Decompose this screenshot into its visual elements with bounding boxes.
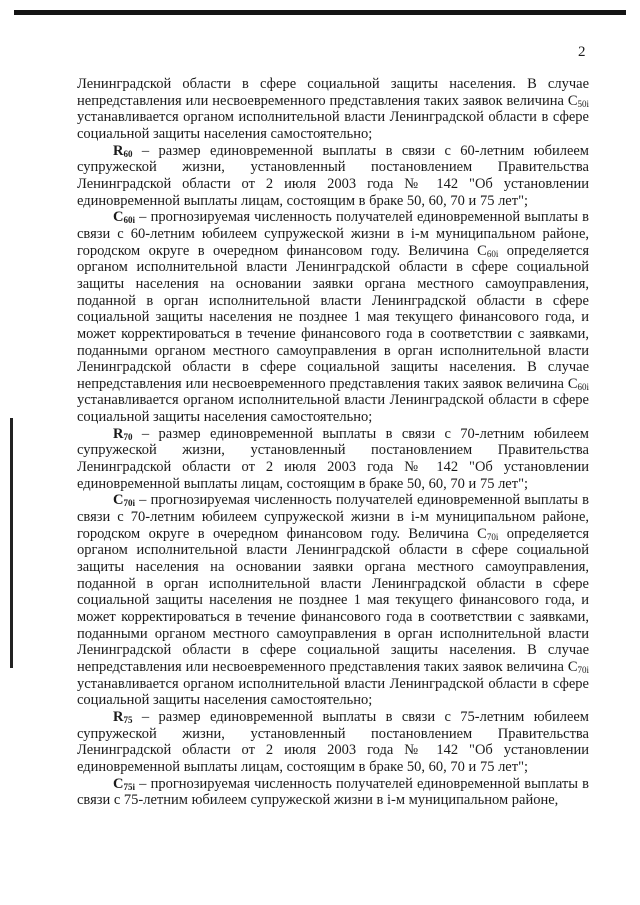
- paragraph-text: устанавливается органом исполнительной власти Ленинградской области в сфере социальной защиты населения самостоятельно;: [77, 392, 589, 426]
- left-scan-mark: [10, 418, 13, 668]
- paragraph: [77, 426, 589, 493]
- paragraph-text: – размер единовременной выплаты в связи с 60-летним юбилеем супружеской жизни, установленный постановлением Правительства Ленинградской области от 2 июля 2003 года № 142 "Об установлении единовременной выплаты лицам, состоящим в браке 50, 60, 70 и 75 лет";: [77, 142, 589, 209]
- paragraph-text: – размер единовременной выплаты в связи с 75-летним юбилеем супружеской жизни, установленный постановлением Правительства Ленинградской области от 2 июля 2003 года № 142 "Об установлении единовременной выплаты лицам, состоящим в браке 50, 60, 70 и 75 лет";: [77, 708, 589, 775]
- paragraph: [77, 776, 589, 809]
- symbol-letter: R: [113, 708, 124, 725]
- paragraph: [77, 709, 589, 776]
- paragraph: [77, 492, 589, 709]
- symbol-letter: C: [113, 209, 124, 226]
- symbol-subscript: 60i: [577, 381, 589, 392]
- paragraph-text: определяется органом исполнительной власти Ленинградской области в сфере социальной защиты населения на основании заявки органа местного самоуправления, поданной в орган исполнительной власти Ленинградской области в сфере социальной защиты населения не позднее 1 мая текущего финансового года, и может корректироваться в течение финансового года в соответствии с заявками, поданными органом местного самоуправления в орган исполнительной власти Ленинградской области в сфере социальной защиты населения. В случае непредставления или несвоевременного представления таких заявок величина: [77, 525, 590, 675]
- symbol-subscript: 60i: [123, 215, 135, 226]
- formula-symbol: [113, 143, 132, 159]
- paragraph: [77, 76, 589, 143]
- formula-symbol: [568, 376, 589, 392]
- symbol-subscript: 70: [123, 431, 133, 442]
- formula-symbol: [568, 93, 589, 109]
- symbol-letter: C: [113, 775, 124, 792]
- symbol-subscript: 70i: [577, 664, 589, 675]
- paragraph-text: – прогнозируемая численность получателей единовременной выплаты в связи с 70-летним юбилеем супружеской жизни в i-м муниципальном районе, городском округе в очередном финансовом году. Величина: [77, 492, 589, 542]
- formula-symbol: [113, 426, 132, 442]
- paragraph-text: устанавливается органом исполнительной власти Ленинградской области в сфере социальной защиты населения самостоятельно;: [77, 675, 589, 709]
- symbol-letter: C: [477, 525, 487, 542]
- symbol-subscript: 60i: [486, 248, 499, 259]
- symbol-letter: C: [477, 242, 487, 259]
- top-scan-border: [14, 10, 626, 15]
- formula-symbol: [477, 243, 498, 259]
- paragraph-text: устанавливается органом исполнительной власти Ленинградской области в сфере социальной защиты населения самостоятельно;: [77, 109, 589, 142]
- symbol-subscript: 50i: [577, 98, 589, 109]
- formula-symbol: [568, 659, 589, 675]
- symbol-subscript: 70i: [486, 531, 499, 542]
- paragraph: [77, 209, 589, 426]
- paragraph: [77, 143, 589, 210]
- symbol-letter: C: [567, 658, 578, 675]
- symbol-letter: C: [567, 375, 578, 392]
- symbol-letter: C: [113, 492, 124, 509]
- symbol-letter: R: [113, 425, 124, 442]
- paragraph-text: – размер единовременной выплаты в связи с 70-летним юбилеем супружеской жизни, установленный постановлением Правительства Ленинградской области от 2 июля 2003 года № 142 "Об установлении единовременной выплаты лицам, состоящим в браке 50, 60, 70 и 75 лет";: [77, 425, 589, 492]
- page-number: 2: [578, 44, 586, 60]
- formula-symbol: [113, 209, 135, 225]
- document-body: [77, 76, 589, 809]
- symbol-letter: R: [113, 142, 124, 159]
- paragraph-text: – прогнозируемая численность получателей единовременной выплаты в связи с 75-летним юбилеем супружеской жизни в i-м муниципальном районе,: [77, 775, 589, 809]
- paragraph-text: – прогнозируемая численность получателей единовременной выплаты в связи с 60-летним юбилеем супружеской жизни в i-м муниципальном районе, городском округе в очередном финансовом году. Величина: [77, 209, 589, 259]
- formula-symbol: [113, 776, 135, 792]
- symbol-subscript: 75: [123, 714, 133, 725]
- paragraph-text: Ленинградской области в сфере социальной защиты населения. В случае непредставления или несвоевременного представления таких заявок величина: [77, 76, 589, 109]
- formula-symbol: [477, 526, 498, 542]
- formula-symbol: [113, 492, 135, 508]
- symbol-subscript: 70i: [123, 498, 135, 509]
- symbol-letter: C: [567, 92, 578, 109]
- symbol-subscript: 60: [123, 148, 133, 159]
- paragraph-text: определяется органом исполнительной власти Ленинградской области в сфере социальной защиты населения на основании заявки органа местного самоуправления, поданной в орган исполнительной власти Ленинградской области в сфере социальной защиты населения не позднее 1 мая текущего финансового года, и может корректироваться в течение финансового года в соответствии с заявками, поданными органом местного самоуправления в орган исполнительной власти Ленинградской области в сфере социальной защиты населения. В случае непредставления или несвоевременного представления таких заявок величина: [77, 242, 590, 392]
- formula-symbol: [113, 709, 132, 725]
- symbol-subscript: 75i: [123, 781, 135, 792]
